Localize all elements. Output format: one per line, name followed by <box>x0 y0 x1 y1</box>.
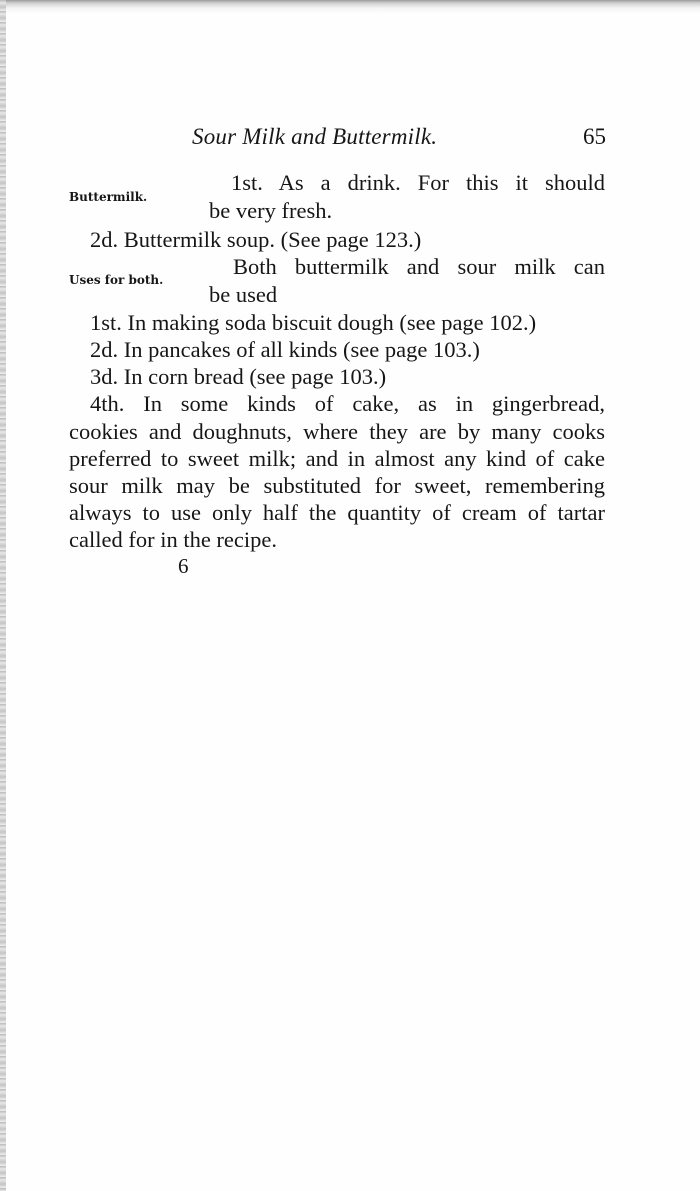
page-left-edge <box>0 0 6 1191</box>
text-line: Both buttermilk and sour milk can <box>233 254 605 279</box>
text-line: sour milk may be substituted for sweet, remembering <box>69 473 605 498</box>
text-line: 4th. In some kinds of cake, as in gingerbread, <box>90 391 605 416</box>
text-line: 3d. In corn bread (see page 103.) <box>90 364 387 389</box>
page-top-edge <box>0 0 700 14</box>
text-line: be very fresh. <box>209 198 333 223</box>
text-line: called for in the recipe. <box>69 527 278 552</box>
text-line: preferred to sweet milk; and in almost any kind of cake <box>69 446 605 471</box>
page-number: 65 <box>583 124 606 149</box>
margin-note-uses-for-both: Uses for both. <box>69 273 164 287</box>
text-line: 1st. In making soda biscuit dough (see page 102.) <box>90 310 537 335</box>
margin-note-buttermilk: Buttermilk. <box>69 190 148 204</box>
running-title: Sour Milk and Buttermilk. <box>192 124 438 149</box>
text-line: 2d. In pancakes of all kinds (see page 103.) <box>90 337 480 362</box>
signature-mark: 6 <box>178 554 189 578</box>
text-line: 1st. As a drink. For this it should <box>231 170 605 195</box>
text-line: always to use only half the quantity of cream of tartar <box>69 500 605 525</box>
text-line: be used <box>209 282 278 307</box>
page-header <box>70 124 606 154</box>
text-line: 2d. Buttermilk soup. (See page 123.) <box>90 227 422 252</box>
text-line: cookies and doughnuts, where they are by many cooks <box>69 419 605 444</box>
